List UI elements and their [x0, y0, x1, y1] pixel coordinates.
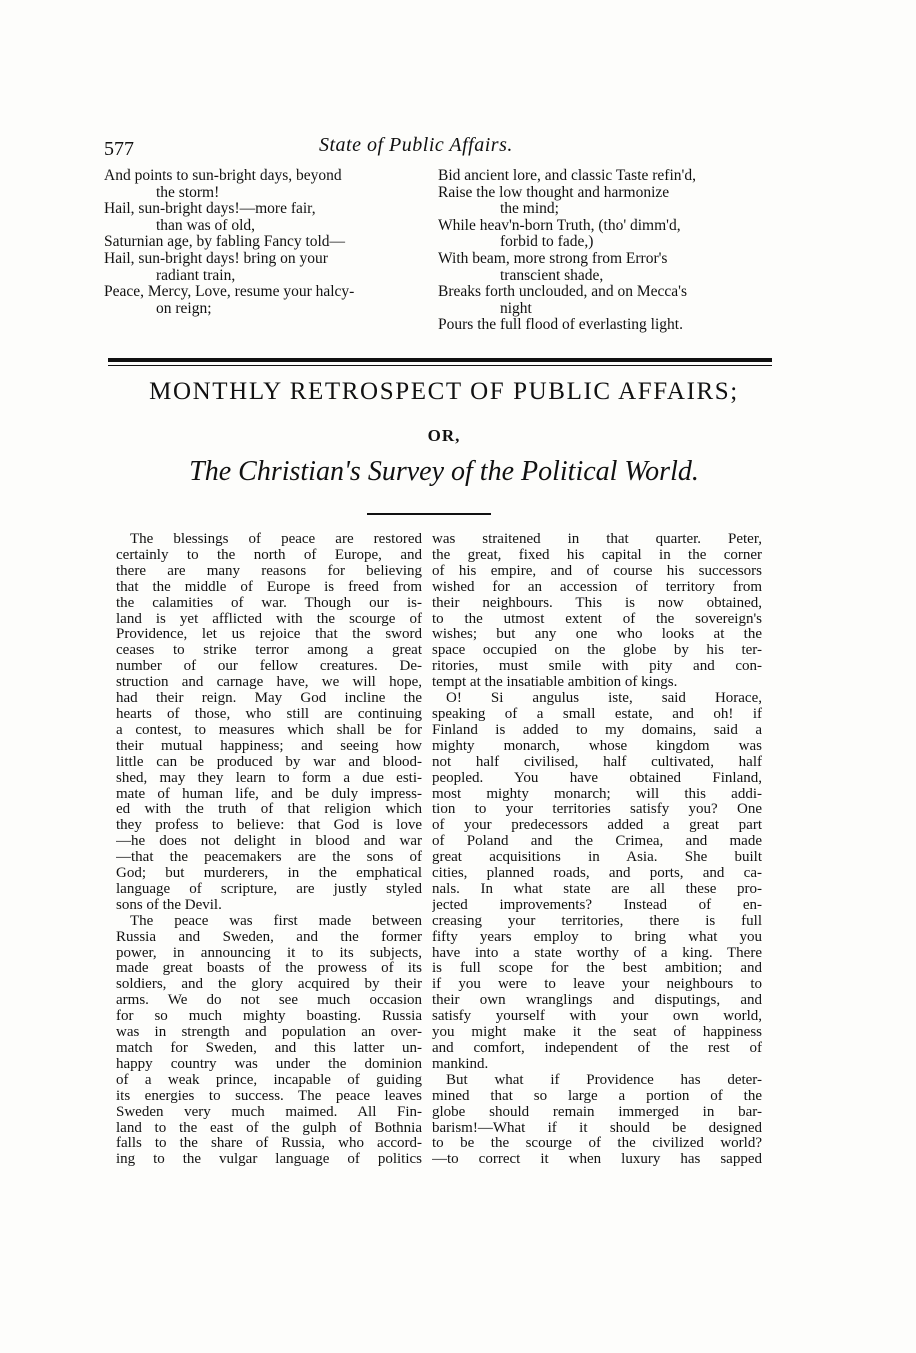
text-line: tempt at the insatiable ambition of kings. [432, 675, 678, 691]
text-line: and comfort, independent of the rest of [432, 1041, 762, 1056]
poem-line: the storm! [156, 184, 220, 201]
text-line: certainly to the north of Europe, and [116, 547, 422, 563]
text-line: Finland is added to my domains, said a [432, 722, 762, 738]
title-divider [367, 513, 491, 515]
poem-line: the mind; [500, 201, 559, 218]
poem-line: Bid ancient lore, and classic Taste refin'd, [438, 168, 696, 184]
poem-line: Saturnian age, by fabling Fancy told— [104, 234, 346, 251]
text-line: nals. In what state are all these pro- [432, 881, 762, 897]
text-line: ceases to strike terror among a great [116, 643, 422, 659]
text-line: their own wranglings and disputings, and [432, 993, 762, 1009]
text-line: match for Sweden, and this latter un- [116, 1041, 422, 1056]
body-column-left [116, 532, 422, 1168]
poem-line: on reign; [156, 300, 212, 317]
text-line: But what if Providence has deter- [446, 1072, 762, 1088]
text-line: if you were to leave your neighbours to [432, 977, 762, 993]
poem-line: Raise the low thought and harmonize [438, 184, 670, 201]
text-line: was in strength and population an over- [116, 1025, 422, 1041]
text-line: O! Si angulus iste, said Horace, [446, 691, 762, 707]
poem-column-left [104, 168, 434, 317]
text-line: ritories, must smile with pity and con- [432, 659, 762, 675]
text-line: ing to the vulgar language of politics [116, 1152, 422, 1168]
text-line: wished for an accession of territory from [432, 579, 762, 595]
section-rule-thin [108, 365, 772, 366]
poem-line: With beam, more strong from Error's [438, 250, 668, 267]
text-line: mankind. [432, 1056, 489, 1072]
text-line: wishes; but any one who looks at the [432, 627, 762, 643]
poem-line: forbid to fade,) [500, 234, 594, 251]
text-line: of a weak prince, incapable of guiding [116, 1072, 422, 1088]
poem-line: Breaks forth unclouded, and on Mecca's [438, 284, 687, 301]
text-line: ed with the truth of that religion which [116, 802, 422, 818]
text-line: had their reign. May God incline the [116, 691, 422, 707]
text-line: falls to the share of Russia, who accord- [116, 1136, 422, 1152]
poem-line: Peace, Mercy, Love, resume your halcy- [104, 284, 355, 301]
poem [104, 168, 784, 368]
text-line: their mutual happiness; and seeing how [116, 738, 422, 754]
article-body [116, 532, 776, 1212]
text-line: struction and carnage have, we will hope, [116, 675, 422, 691]
text-line: made great boasts of the prowess of its [116, 961, 422, 977]
text-line: is full scope for the best ambition; and [432, 961, 762, 977]
text-line: satisfy yourself with your own world, [432, 1009, 762, 1025]
poem-line: While heav'n-born Truth, (tho' dimm'd, [438, 217, 681, 234]
text-line: their neighbours. This is now obtained, [432, 595, 762, 611]
body-column-right [432, 532, 762, 1168]
text-line: cities, planned roads, and ports, and ca- [432, 866, 762, 882]
poem-line: radiant train, [156, 267, 236, 284]
text-line: you might make it the seat of happiness [432, 1025, 762, 1041]
text-line: tion to your territories satisfy you? One [432, 802, 762, 818]
text-line: —that the peacemakers are the sons of [116, 850, 422, 866]
poem-line: Pours the full flood of everlasting light. [438, 317, 683, 334]
text-line: not half civilised, half cultivated, half [432, 754, 762, 770]
page-number: 577 [104, 138, 134, 160]
text-line: Providence, let us rejoice that the sword [116, 627, 422, 643]
text-line: space occupied on the globe by his ter- [432, 643, 762, 659]
article-subtitle: The Christian's Survey of the Political World. [189, 456, 699, 487]
text-line: that the middle of Europe is freed from [116, 579, 422, 595]
running-head: State of Public Affairs. [319, 134, 513, 156]
poem-line: And points to sun-bright days, beyond [104, 168, 342, 184]
text-line: fifty years employ to bring what you [432, 929, 762, 945]
poem-line: Hail, sun-bright days! bring on your [104, 250, 328, 267]
text-line: jected improvements? Instead of en- [432, 897, 762, 913]
text-line: The blessings of peace are restored [130, 532, 422, 547]
text-line: creasing your territories, there is full [432, 913, 762, 929]
article-title-or: OR, [427, 426, 461, 445]
text-line: they profess to believe: that God is love [116, 818, 422, 834]
text-line: have into a state worthy of a king. There [432, 945, 762, 961]
text-line: globe should remain immerged in bar- [432, 1104, 762, 1120]
text-line: soldiers, and the glory acquired by their [116, 977, 422, 993]
text-line: language of scripture, are justly styled [116, 881, 422, 897]
text-line: most mighty monarch; will this addi- [432, 786, 762, 802]
poem-line: night [500, 300, 532, 317]
text-line: mate of human life, and be duly impress- [116, 786, 422, 802]
text-line: happy country was under the dominion [116, 1056, 422, 1072]
text-line: of his empire, and of course his successors [432, 563, 762, 579]
text-line: peopled. You have obtained Finland, [432, 770, 762, 786]
text-line: the great, fixed his capital in the corner [432, 547, 762, 563]
text-line: was straitened in that quarter. Peter, [432, 532, 762, 547]
text-line: little can be produced by war and blood- [116, 754, 422, 770]
article-title: MONTHLY RETROSPECT OF PUBLIC AFFAIRS; [149, 378, 739, 405]
text-line: sons of the Devil. [116, 897, 222, 913]
text-line: of your predecessors added a great part [432, 818, 762, 834]
text-line: land to the east of the gulph of Bothnia [116, 1120, 422, 1136]
page-header [104, 134, 764, 160]
text-line: —he does not delight in blood and war [116, 834, 422, 850]
poem-column-right [438, 168, 784, 334]
poem-line: than was of old, [156, 217, 256, 234]
text-line: —to correct it when luxury has sapped [432, 1152, 762, 1168]
text-line: the calamities of war. Though our is- [116, 595, 422, 611]
text-line: The peace was first made between [130, 913, 422, 929]
text-line: mined that so large a portion of the [432, 1088, 762, 1104]
text-line: hearts of those, who still are continuing [116, 706, 422, 722]
text-line: shed, may they learn to form a due esti- [116, 770, 422, 786]
section-rule-thick [108, 358, 772, 362]
text-line: speaking of a small estate, and oh! if [432, 706, 762, 722]
text-line: to the utmost extent of the sovereign's [432, 611, 762, 627]
text-line: Russia and Sweden, and the former [116, 929, 422, 945]
text-line: land is yet afflicted with the scourge of [116, 611, 422, 627]
text-line: Sweden very much maimed. All Fin- [116, 1104, 422, 1120]
poem-line: Hail, sun-bright days!—more fair, [104, 201, 316, 218]
text-line: arms. We do not see much occasion [116, 993, 422, 1009]
text-line: its energies to success. The peace leaves [116, 1088, 422, 1104]
text-line: number of our fellow creatures. De- [116, 659, 422, 675]
text-line: there are many reasons for believing [116, 563, 422, 579]
text-line: of Poland and the Crimea, and made [432, 834, 762, 850]
text-line: barism!—What if it should be designed [432, 1120, 762, 1136]
text-line: great acquisitions in Asia. She built [432, 850, 762, 866]
text-line: mighty monarch, whose kingdom was [432, 738, 762, 754]
text-line: a contest, to measures which shall be for [116, 722, 422, 738]
text-line: to be the scourge of the civilized world? [432, 1136, 762, 1152]
text-line: for so much mighty boasting. Russia [116, 1009, 422, 1025]
text-line: power, in announcing it to its subjects, [116, 945, 422, 961]
poem-line: transcient shade, [500, 267, 604, 284]
text-line: God; but murderers, in the emphatical [116, 866, 422, 882]
